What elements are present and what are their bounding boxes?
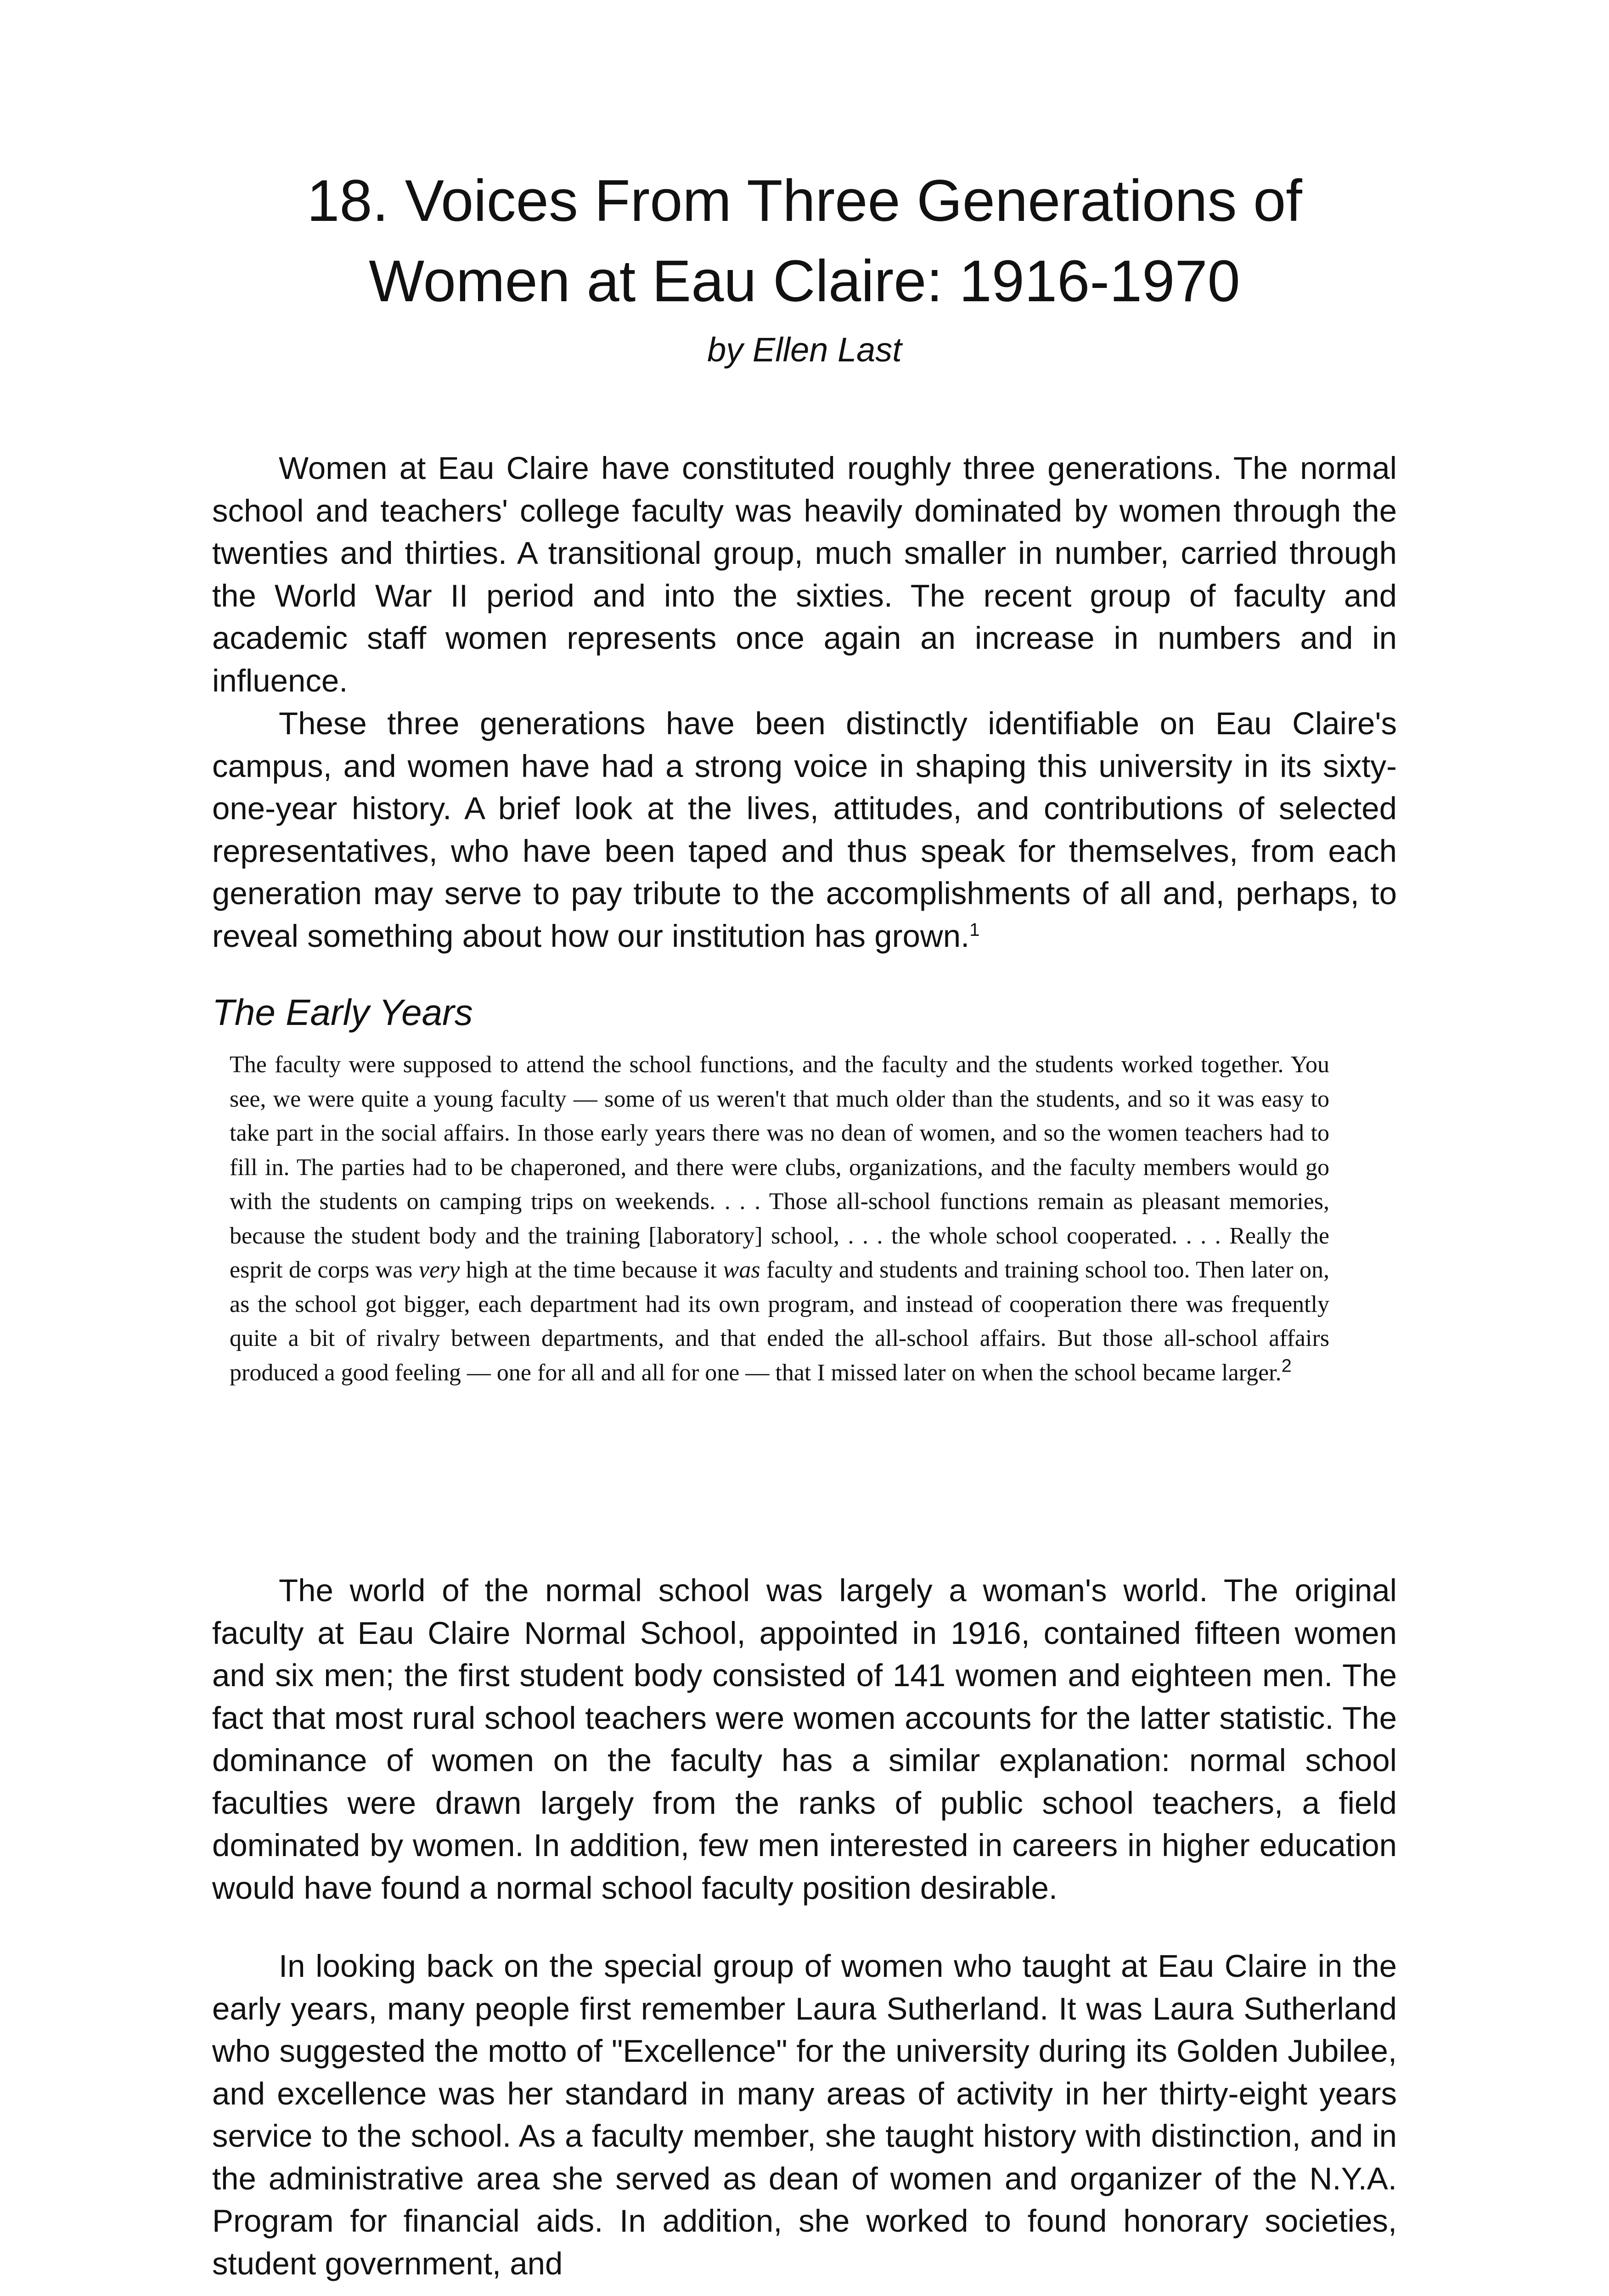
quote-text: high at the time because it: [460, 1257, 723, 1283]
quote-emphasis: was: [723, 1257, 760, 1283]
chapter-title: [212, 161, 1397, 321]
quote-emphasis: very: [418, 1257, 460, 1283]
quote-text: The faculty were supposed to attend the school functions, and the faculty and the students worked together. You see, we were quite a young faculty — some of us weren't that much older than the students, and so it was easy to take part in the social affairs. In those early years there was no dean of women, and so the women teachers had to fill in. The parties had to be chaperoned, and there were clubs, organizations, and the faculty members would go with the students on camping trips on weekends. . . . Those all-school functions remain as pleasant memories, because the student body and the training [laboratory] school, . . . the whole school cooperated. . . . Really the esprit de corps was: [230, 1052, 1329, 1283]
author-byline: by Ellen Last: [707, 331, 902, 369]
footnote-marker: 2: [1281, 1356, 1292, 1376]
paragraph-text: In looking back on the special group of women who taught at Eau Claire in the early years, many people first remember Laura Sutherland. It was Laura Sutherland who suggested the motto of "Excellence" for the university during its Golden Jubilee, and excellence was her standard in many areas of activity in her thirty-eight years service to the school. As a faculty member, she taught history with distinction, and in the administrative area she served as dean of women and organizer of the N.Y.A. Program for financial aids. In addition, she worked to found honorary societies, student government, and: [212, 1948, 1397, 2281]
paragraph-text: These three generations have been distinctly identifiable on Eau Claire's campus, and women have had a strong voice in shaping this university in its sixty-one-year history. A brief look at the lives, attitudes, and contributions of selected representatives, who have been taped and thus speak for themselves, from each generation may serve to pay tribute to the accomplishments of all and, perhaps, to reveal something about how our institution has grown.: [212, 706, 1397, 954]
chapter-title-line-2: Women at Eau Claire: 1916-1970: [369, 248, 1240, 314]
paragraph-text: Women at Eau Claire have constituted roughly three generations. The normal school and teachers' college faculty was heavily dominated by women through the twenties and thirties. A transitional group, much smaller in number, carried through the World War II period and into the sixties. The recent group of faculty and academic staff women represents once again an increase in numbers and in influence.: [212, 450, 1397, 698]
intro-paragraph-1: [212, 447, 1397, 702]
quote-text: faculty and students and training school too. Then later on, as the school got bigger, each department had its own program, and instead of cooperation there was frequently quite a bit of rivalry between departments, and that ended the all-school affairs. But those all-school affairs produced a good feeling — one for all and all for one — that I missed later on when the school became larger.: [230, 1257, 1330, 1386]
section-heading: The Early Years: [212, 992, 473, 1033]
paragraph-text: The world of the normal school was largely a woman's world. The original faculty at Eau Claire Normal School, appointed in 1916, contained fifteen women and six men; the first student body consisted of 141 women and eighteen men. The fact that most rural school teachers were women accounts for the latter statistic. The dominance of women on the faculty has a similar explanation: normal school faculties were drawn largely from the ranks of public school teachers, a field dominated by women. In addition, few men interested in careers in higher education would have found a normal school faculty position desirable.: [212, 1573, 1397, 1906]
body-paragraph-4: [212, 1945, 1397, 2285]
body-paragraph-3: [212, 1570, 1397, 1909]
chapter-title-line-1: 18. Voices From Three Generations of: [307, 168, 1302, 234]
block-quote: [230, 1048, 1329, 1390]
intro-paragraph-2: [212, 703, 1397, 957]
footnote-marker: 1: [969, 919, 980, 940]
